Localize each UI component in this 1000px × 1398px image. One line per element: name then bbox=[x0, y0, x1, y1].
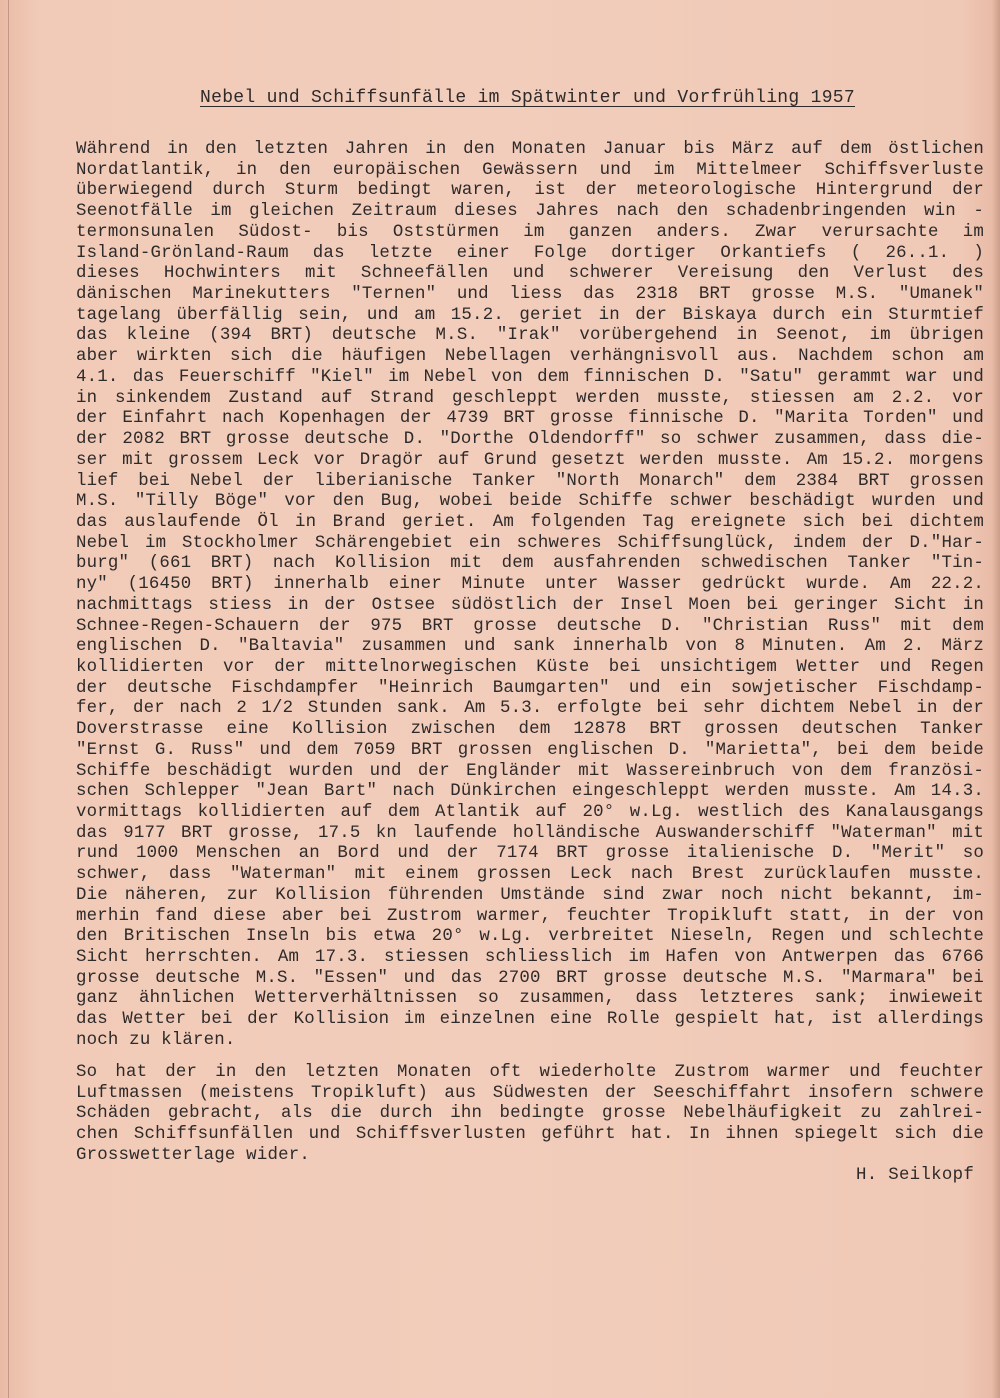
text-line: noch zu klären. bbox=[76, 1030, 236, 1050]
text-line: das Wetter bei der Kollision im einzelnen eine Rolle gespielt hat, ist allerdings bbox=[76, 1010, 984, 1030]
text-line: rund 1000 Menschen an Bord und der 7174 BRT grosse italienische D. "Merit" so bbox=[76, 844, 984, 864]
text-line: das auslaufende Öl in Brand geriet. Am folgenden Tag ereignete sich bei dichtem bbox=[76, 512, 984, 532]
text-line: Seenotfälle im gleichen Zeitraum dieses Jahres nach den schadenbringenden win - bbox=[76, 202, 984, 222]
text-line: Nordatlantik, in den europäischen Gewässern und im Mittelmeer Schiffsverluste bbox=[76, 160, 984, 180]
text-line: Die näheren, zur Kollision führenden Umstände sind zwar noch nicht bekannt, im- bbox=[76, 885, 984, 905]
text-line: lief bei Nebel der liberianische Tanker "North Monarch" dem 2384 BRT grossen bbox=[76, 471, 984, 491]
text-line: dänischen Marinekutters "Ternen" und liess das 2318 BRT grosse M.S. "Umanek" bbox=[76, 285, 984, 305]
text-line: chen Schiffsunfällen und Schiffsverlusten geführt hat. In ihnen spiegelt sich die bbox=[76, 1125, 984, 1145]
text-line: "Ernst G. Russ" und dem 7059 BRT grossen englischen D. "Marietta", bei dem beide bbox=[76, 740, 984, 760]
text-line: So hat der in den letzten Monaten oft wiederholte Zustrom warmer und feuchter bbox=[76, 1063, 984, 1082]
text-line: M.S. "Tilly Böge" vor den Bug, wobei beide Schiffe schwer beschädigt wurden und bbox=[76, 492, 984, 512]
text-line: vormittags kollidierten auf dem Atlantik auf 20° w.Lg. westlich des Kanalausgangs bbox=[76, 803, 984, 822]
text-line: englischen D. "Baltavia" zusammen und sank innerhalb von 8 Minuten. Am 2. März bbox=[76, 637, 984, 657]
text-line: Island-Grönland-Raum das letzte einer Folge dortiger Orkantiefs ( 26..1. ) bbox=[76, 243, 984, 263]
text-line: der Einfahrt nach Kopenhagen der 4739 BRT grosse finnische D. "Marita Torden" und bbox=[76, 409, 984, 429]
author-signature: H. Seilkopf bbox=[856, 1166, 975, 1185]
text-line: der deutsche Fischdampfer "Heinrich Baumgarten" und ein sowjetischer Fischdamp- bbox=[76, 678, 984, 698]
page-edge-shadow bbox=[992, 0, 1000, 1398]
text-line: das 9177 BRT grosse, 17.5 kn laufende holländische Auswanderschiff "Waterman" mit bbox=[76, 823, 984, 843]
text-line: nachmittags stiess in der Ostsee südöstlich der Insel Moen bei geringer Sicht in bbox=[76, 595, 984, 615]
text-line: ny" (16450 BRT) innerhalb einer Minute unter Wasser gedrückt wurde. Am 22.2. bbox=[76, 575, 984, 595]
text-line: schen Schlepper "Jean Bart" nach Dünkirchen eingeschleppt werden musste. Am 14.3. bbox=[76, 782, 984, 802]
text-line: Schnee-Regen-Schauern der 975 BRT grosse deutsche D. "Christian Russ" mit dem bbox=[76, 616, 984, 636]
text-line: überwiegend durch Sturm bedingt waren, ist der meteorologische Hintergrund der bbox=[76, 181, 984, 201]
paragraph-conclusion bbox=[76, 1063, 984, 1167]
text-line: ganz ähnlichen Wetterverhältnissen so zusammen, dass letzteres sank; inwieweit bbox=[76, 989, 984, 1009]
text-line: tagelang überfällig sein, und am 15.2. geriet in der Biskaya durch ein Sturmtief bbox=[76, 305, 984, 325]
text-line: schwer, dass "Waterman" mit einem grossen Leck nach Brest zurücklaufen musste. bbox=[76, 865, 984, 885]
text-line: Grosswetterlage wider. bbox=[76, 1145, 310, 1165]
text-line: fer, der nach 2 1/2 Stunden sank. Am 5.3. erfolgte bei sehr dichtem Nebel in der bbox=[76, 699, 984, 719]
text-line: Schiffe beschädigt wurden und der Engländer mit Wassereinbruch von dem französi- bbox=[76, 761, 984, 781]
text-line: Sicht herrschten. Am 17.3. stiessen schliesslich im Hafen von Antwerpen das 6766 bbox=[76, 948, 984, 968]
text-line: in sinkendem Zustand auf Strand geschleppt werden musste, stiessen am 2.2. vor bbox=[76, 388, 984, 408]
text-line: termonsunalen Südost- bis Oststürmen im ganzen anders. Zwar verursachte im bbox=[76, 222, 984, 242]
text-line: burg" (661 BRT) nach Kollision mit dem ausfahrenden schwedischen Tanker "Tin- bbox=[76, 554, 984, 574]
text-line: Nebel im Stockholmer Schärengebiet ein schweres Schiffsunglück, indem der D."Har- bbox=[76, 533, 984, 553]
text-line: dieses Hochwinters mit Schneefällen und schwerer Vereisung den Verlust des bbox=[76, 264, 984, 284]
page-margin-line bbox=[8, 0, 9, 1398]
text-line: Doverstrasse eine Kollision zwischen dem 12878 BRT grossen deutschen Tanker bbox=[76, 720, 984, 740]
text-line: Luftmassen (meistens Tropikluft) aus Südwesten der Seeschiffahrt insofern schwere bbox=[76, 1083, 984, 1103]
text-line: aber wirkten sich die häufigen Nebellagen verhängnisvoll aus. Nachdem schon am bbox=[76, 347, 984, 367]
text-line: grosse deutsche M.S. "Essen" und das 2700 BRT grosse deutsche M.S. "Marmara" bei bbox=[76, 968, 984, 988]
text-line: der 2082 BRT grosse deutsche D. "Dorthe Oldendorff" so schwer zusammen, dass die- bbox=[76, 430, 984, 450]
text-line: 4.1. das Feuerschiff "Kiel" im Nebel von dem finnischen D. "Satu" gerammt war und bbox=[76, 367, 984, 387]
text-line: den Britischen Inseln bis etwa 20° w.Lg. verbreitet Nieseln, Regen und schlechte bbox=[76, 927, 984, 947]
text-line: Schäden gebracht, als die durch ihn bedingte grosse Nebelhäufigkeit zu zahlrei- bbox=[76, 1104, 984, 1124]
text-line: das kleine (394 BRT) deutsche M.S. "Irak" vorübergehend in Seenot, im übrigen bbox=[76, 326, 984, 346]
text-line: ser mit grossem Leck vor Dragör auf Grund gesetzt werden musste. Am 15.2. morgens bbox=[76, 450, 984, 470]
page-title: Nebel und Schiffsunfälle im Spätwinter und Vorfrühling 1957 bbox=[200, 88, 856, 108]
paragraph-main bbox=[76, 140, 984, 1052]
text-line: kollidierten vor der mittelnorwegischen Küste bei unsichtigem Wetter und Regen bbox=[76, 657, 984, 677]
text-line: merhin fand diese aber bei Zustrom warmer, feuchter Tropikluft statt, in der von bbox=[76, 906, 984, 926]
text-line: Während in den letzten Jahren in den Monaten Januar bis März auf dem östlichen bbox=[76, 140, 984, 159]
